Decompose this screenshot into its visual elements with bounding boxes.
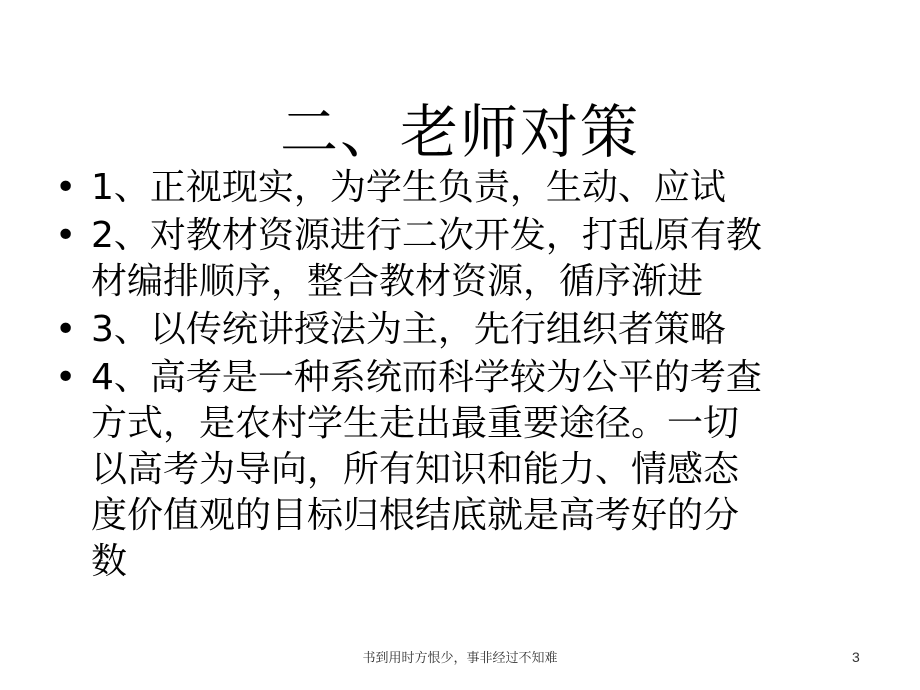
bullet-text-line: 4、高考是一种系统而科学较为公平的考查 (91, 357, 762, 398)
bullet-text-line: 方式，是农村学生走出最重要途径。一切 (91, 403, 740, 444)
bullet-text-line: 3、以传统讲授法为主，先行组织者策略 (91, 309, 726, 350)
bullet-text-line: 度价值观的目标归根结底就是高考好的分 (91, 495, 740, 536)
slide-title: 二、老师对策 (279, 97, 640, 166)
bullet-item (55, 307, 865, 353)
bullet-dot-icon: • (55, 309, 77, 350)
bullet-text-line: 以高考为导向，所有知识和能力、情感态 (91, 449, 740, 490)
bullet-dot-icon: • (55, 215, 77, 256)
bullet-text-line: 材编排顺序，整合教材资源，循序渐进 (91, 261, 704, 302)
bullet-dot-icon: • (55, 167, 77, 208)
bullet-item (55, 165, 865, 211)
slide-footer: 书到用时方恨少，事非经过不知难 (362, 651, 558, 666)
bullet-text-line: 1、正视现实，为学生负责，生动、应试 (91, 167, 726, 208)
page-number: 3 (852, 649, 860, 665)
bullet-text-line: 2、对教材资源进行二次开发，打乱原有教 (91, 215, 762, 256)
bullet-item (55, 213, 865, 305)
bullet-item (55, 355, 865, 585)
bullet-dot-icon: • (55, 357, 77, 398)
bullet-list (55, 165, 865, 587)
bullet-text-line: 数 (91, 541, 128, 582)
